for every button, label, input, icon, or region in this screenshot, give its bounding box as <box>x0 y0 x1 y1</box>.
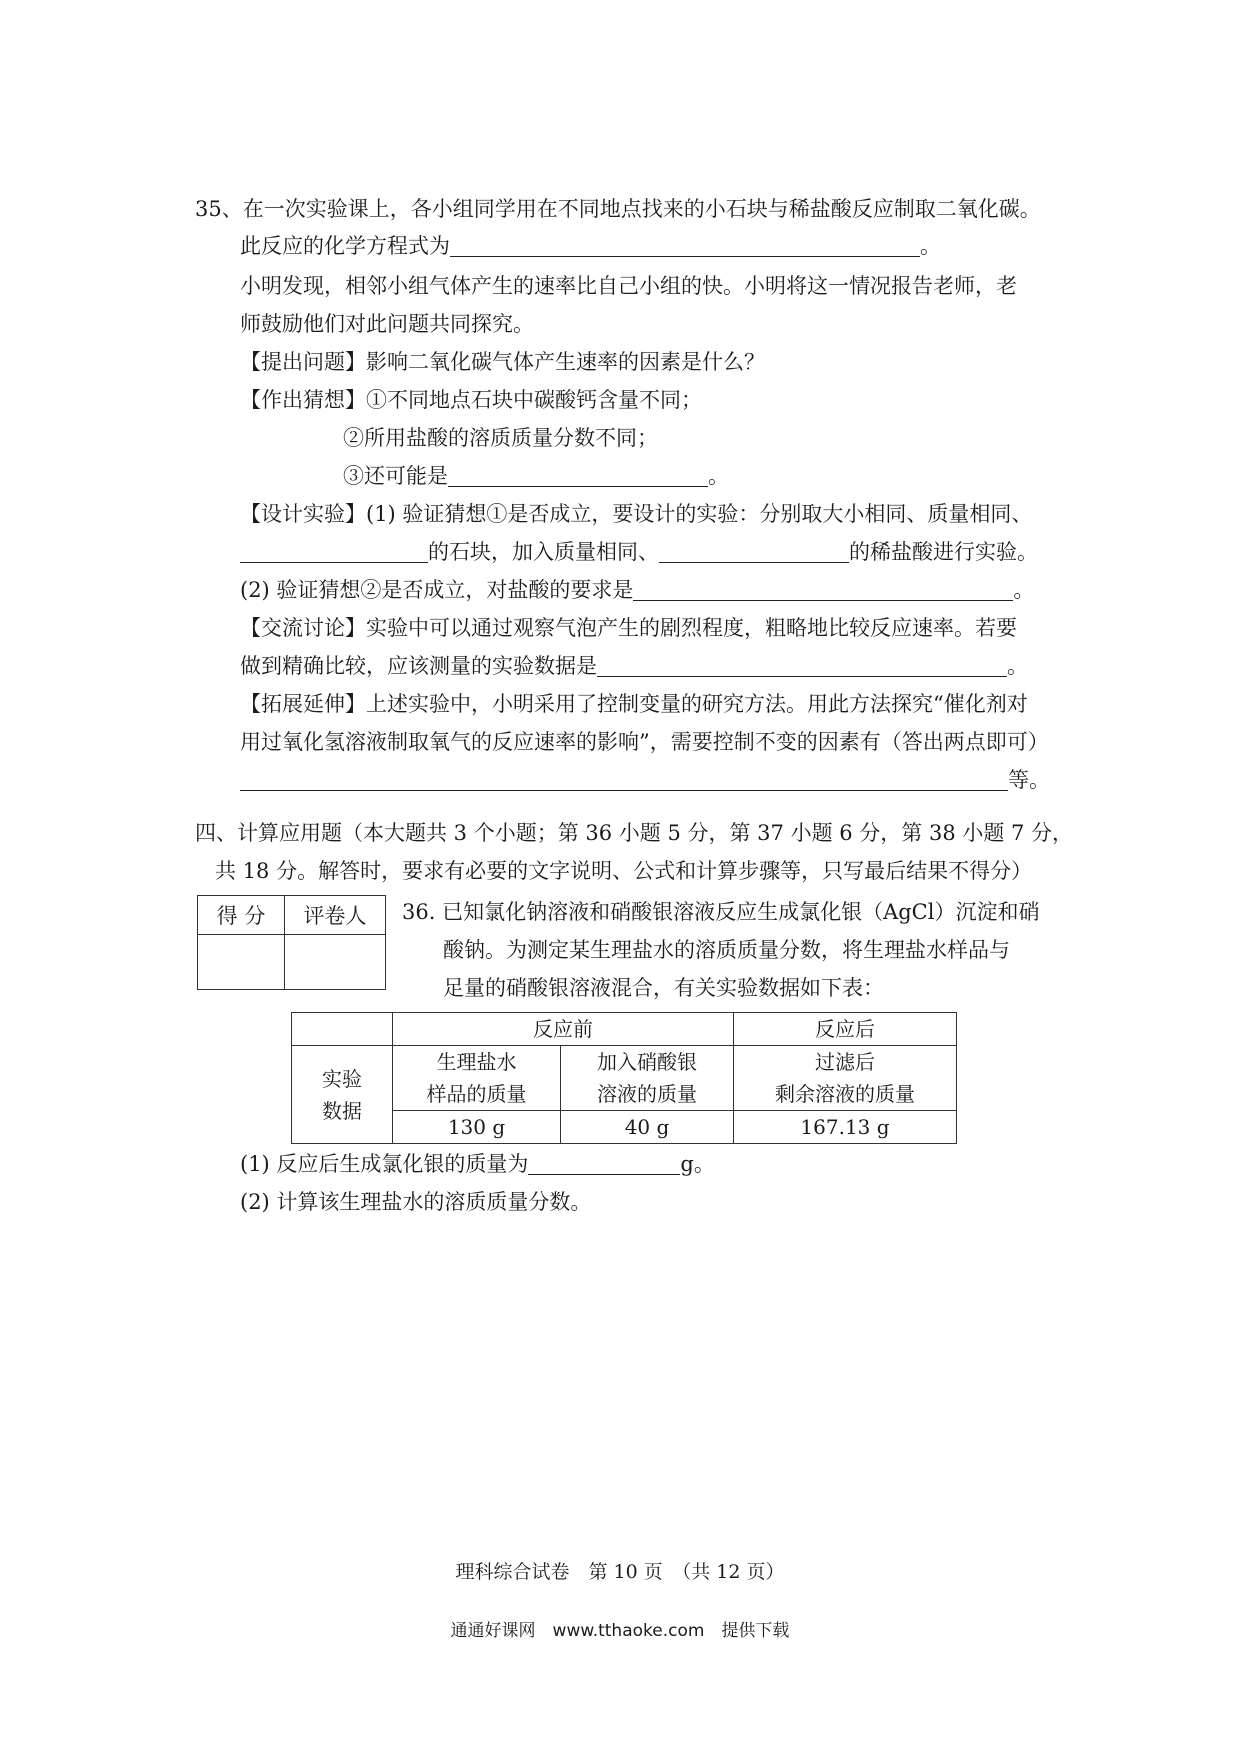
q35-discussion-1: 【交流讨论】实验中可以通过观察气泡产生的剧烈程度，粗略地比较反应速率。若要 <box>240 616 1017 640</box>
saline-mass-value: 130 g <box>393 1111 561 1144</box>
silver-nitrate-header-line-2: 溶液的质量 <box>597 1082 697 1106</box>
filtrate-mass-header <box>734 1046 957 1111</box>
q35-punct: 。 <box>1007 654 1028 678</box>
q35-hypothesis-3 <box>343 462 729 490</box>
q35-extension-3 <box>240 766 1050 794</box>
experiment-data-table <box>291 1012 957 1144</box>
filtrate-header-line-2: 剩余溶液的质量 <box>775 1082 915 1106</box>
q35-design-2-text-b: 的稀盐酸进行实验。 <box>849 540 1038 564</box>
equation-answer-blank[interactable] <box>450 234 920 257</box>
silver-nitrate-header-line-1: 加入硝酸银 <box>597 1050 697 1074</box>
q36-unit: g。 <box>680 1152 715 1176</box>
q35-hypothesis-2: ②所用盐酸的溶质质量分数不同； <box>343 426 658 450</box>
grader-field[interactable] <box>285 935 386 990</box>
q36-sub-question-1 <box>240 1150 715 1178</box>
silver-nitrate-mass-value: 40 g <box>561 1111 734 1144</box>
q35-discussion-2-text: 做到精确比较，应该测量的实验数据是 <box>240 654 597 678</box>
q35-design-2-text-a: 的石块，加入质量相同、 <box>428 540 659 564</box>
saline-mass-header-line-1: 生理盐水 <box>436 1050 517 1074</box>
filtrate-mass-value: 167.13 g <box>734 1111 957 1144</box>
q35-extension-1: 【拓展延伸】上述实验中，小明采用了控制变量的研究方法。用此方法探究“催化剂对 <box>240 692 1028 716</box>
row-label-line-2: 数据 <box>322 1098 362 1123</box>
table-corner-cell <box>292 1013 393 1046</box>
q36-line-1: 36. 已知氯化钠溶液和硝酸银溶液反应生成氯化银（AgCl）沉淀和硝 <box>402 900 1040 924</box>
q35-line-3: 小明发现，相邻小组气体产生的速率比自己小组的快。小明将这一情况报告老师，老 <box>240 274 1017 298</box>
q35-extension-2: 用过氧化氢溶液制取氧气的反应速率的影响”，需要控制不变的因素有（答出两点即可） <box>240 730 1049 754</box>
after-reaction-header: 反应后 <box>734 1013 957 1046</box>
q35-punct: 。 <box>1013 578 1035 602</box>
download-source-footer: 通通好课网 www.tthaoke.com 提供下载 <box>450 1621 790 1641</box>
before-reaction-header: 反应前 <box>393 1013 734 1046</box>
silver-chloride-mass-blank[interactable] <box>528 1152 680 1175</box>
q35-hypothesis-1: 【作出猜想】①不同地点石块中碳酸钙含量不同； <box>240 388 702 412</box>
score-label: 得 分 <box>198 896 285 935</box>
q35-extension-3-text: 等。 <box>1008 768 1050 792</box>
experiment-data-label <box>292 1046 393 1144</box>
silver-nitrate-mass-header <box>561 1046 734 1111</box>
grader-label: 评卷人 <box>285 896 386 935</box>
score-box <box>197 895 386 990</box>
q35-hypothesis-3-label: ③还可能是 <box>343 464 448 488</box>
measurement-data-blank[interactable] <box>597 654 1007 677</box>
q35-discussion-2 <box>240 652 1028 680</box>
q35-punct: 。 <box>920 234 941 258</box>
acid-requirement-blank[interactable] <box>633 578 1013 601</box>
q35-line-4: 师鼓励他们对此问题共同探究。 <box>240 312 534 336</box>
q36-sub-question-2: (2) 计算该生理盐水的溶质质量分数。 <box>240 1190 592 1214</box>
q36-line-3: 足量的硝酸银溶液混合，有关实验数据如下表： <box>443 976 884 1000</box>
q35-punct: 。 <box>708 464 729 488</box>
acid-condition-blank[interactable] <box>659 540 849 563</box>
stone-condition-blank[interactable] <box>240 540 428 563</box>
q35-design-3-text: (2) 验证猜想②是否成立，对盐酸的要求是 <box>240 578 634 602</box>
page-number-footer: 理科综合试卷 第 10 页 （共 12 页） <box>455 1561 785 1583</box>
section4-heading-2: 共 18 分。解答时，要求有必要的文字说明、公式和计算步骤等，只写最后结果不得分） <box>215 859 1033 883</box>
q35-design-3 <box>240 576 1034 604</box>
q36-line-2: 酸钠。为测定某生理盐水的溶质质量分数，将生理盐水样品与 <box>443 938 1010 962</box>
hypothesis-answer-blank[interactable] <box>448 464 708 487</box>
section4-heading-1: 四、计算应用题（本大题共 3 个小题；第 36 小题 5 分，第 37 小题 6 分，第 38 小题 7 分， <box>195 821 1074 845</box>
controlled-factors-blank[interactable] <box>240 768 1008 791</box>
q35-raise-question: 【提出问题】影响二氧化碳气体产生速率的因素是什么？ <box>240 350 765 374</box>
row-label-line-1: 实验 <box>322 1066 362 1091</box>
q35-equation-prompt: 此反应的化学方程式为 <box>240 234 450 258</box>
saline-mass-header <box>393 1046 561 1111</box>
q35-line-2 <box>240 232 941 260</box>
q35-design-2 <box>240 538 1038 566</box>
saline-mass-header-line-2: 样品的质量 <box>426 1082 527 1106</box>
q35-line-1: 35、在一次实验课上，各小组同学用在不同地点找来的小石块与稀盐酸反应制取二氧化碳。 <box>195 197 1041 221</box>
q36-sub-question-1-text: (1) 反应后生成氯化银的质量为 <box>240 1152 529 1176</box>
q35-design-1: 【设计实验】(1) 验证猜想①是否成立，要设计的实验：分别取大小相同、质量相同、 <box>240 502 1033 526</box>
filtrate-header-line-1: 过滤后 <box>815 1050 875 1074</box>
score-field[interactable] <box>198 935 285 990</box>
